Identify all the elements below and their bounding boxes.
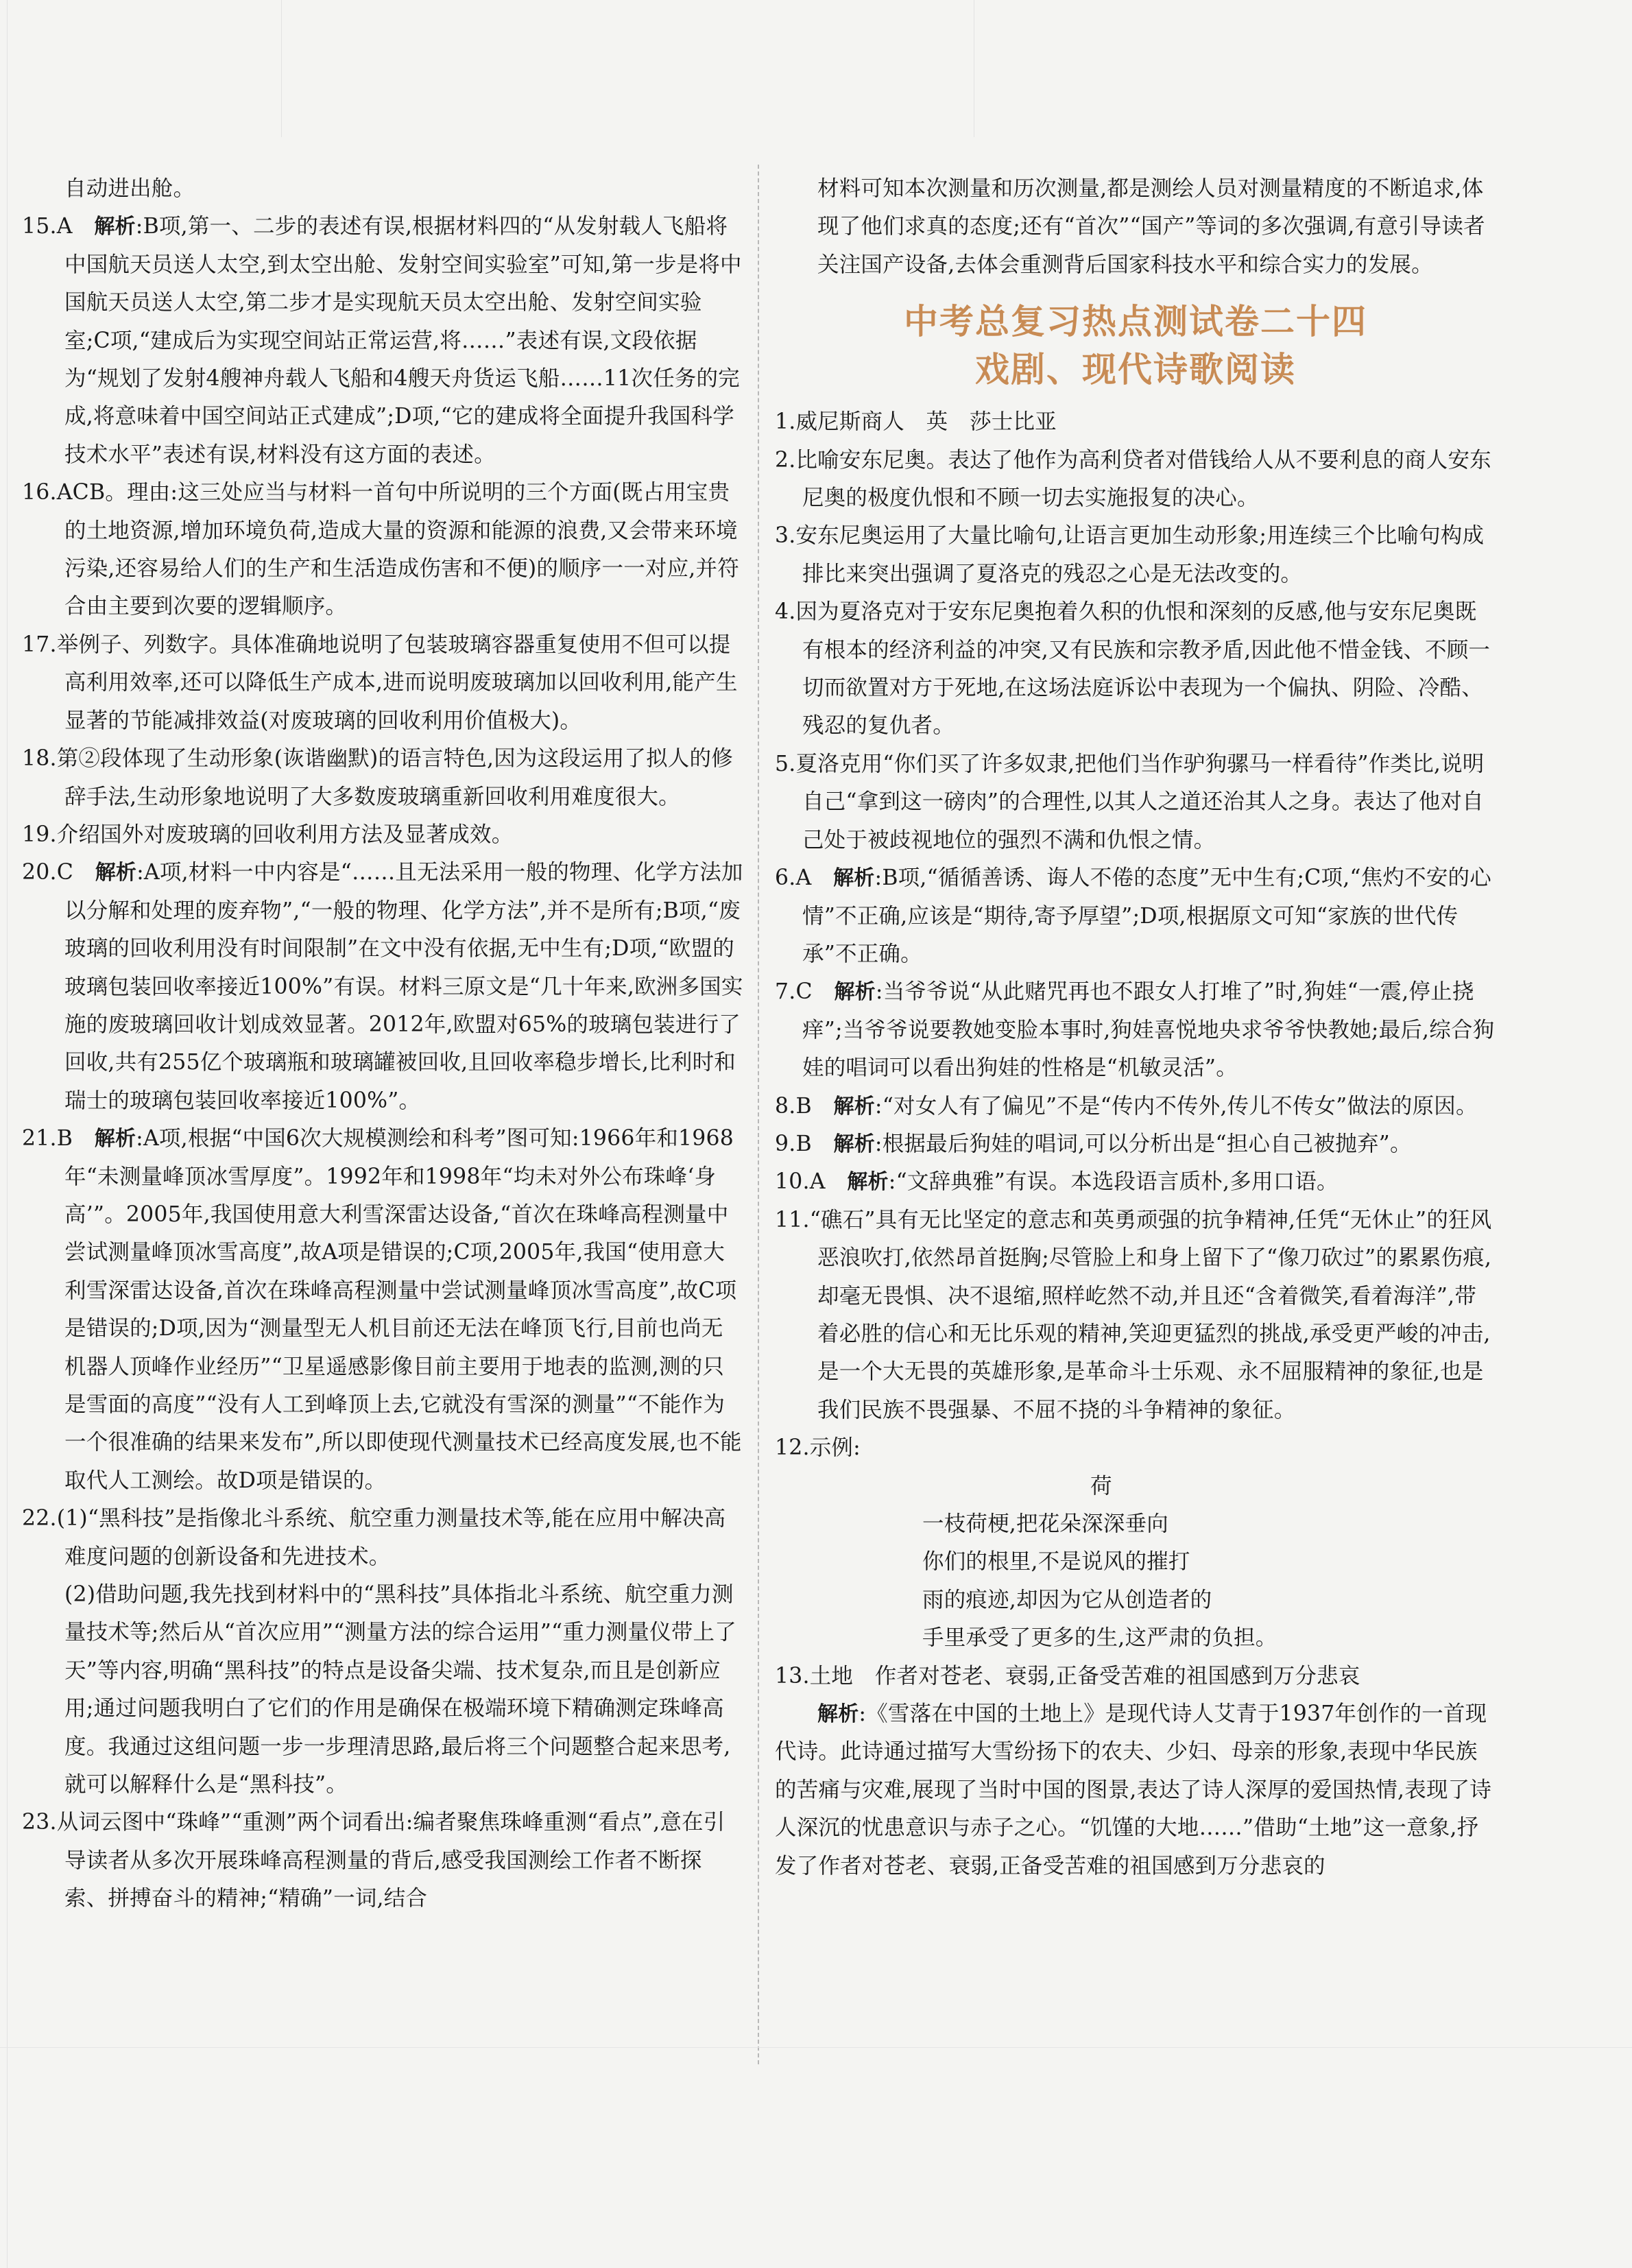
answer-11: 11.“礁石”具有无比坚定的意志和英勇顽强的抗争精神,任凭“无休止”的狂风恶浪吹打,依然昂首挺胸;尽管脸上和身上留下了“像刀砍过”的累累伤痕,却毫无畏惧、决不退缩,照样屹然不动,并且还“含着微笑,看着海洋”,带着必胜的信心和无比乐观的精神,笑迎更猛烈的挑战,承受更严峻的冲击,是一个大无畏的英雄形象,是革命斗士乐观、永不屈服精神的象征,也是我们民族不畏强暴、不屈不挠的斗争精神的象征。 xyxy=(775,1207,1492,1422)
answer-12: 12.示例: xyxy=(775,1435,861,1461)
answer-15: 15.A 解析:B项,第一、二步的表述有误,根据材料四的“从发射载人飞船将中国航天员送人太空,到太空出舱、发射空间实验室”可知,第一步是将中国航天员送人太空,第二步才是实现航天员太空出舱、发射空间实验室;C项,“建成后为实现空间站正常运营,将……”表述有误,文段依据为“规划了发射4艘神舟载人飞船和4艘天舟货运飞船……11次任务的完成,将意味着中国空间站正式建成”;D项,“它的建成将全面提升我国科学技术水平”表述有误,材料没有这方面的表述。 xyxy=(22,214,742,467)
answer-21: 21.B 解析:A项,根据“中国6次大规模测绘和科考”图可知:1966年和1968年“未测量峰顶冰雪厚度”。1992年和1998年“均未对外公布珠峰‘身高’”。2005年,我国使用意大利雪深雷达设备,“首次在珠峰高程测量中尝试测量峰顶冰雪高度”,故A项是错误的;C项,2005年,我国“使用意大利雪深雷达设备,首次在珠峰高程测量中尝试测量峰顶冰雪高度”,故C项是错误的;D项,因为“测量型无人机目前还无法在峰顶飞行,目前也尚无机器人顶峰作业经历”“卫星遥感影像目前主要用于地表的监测,测的只是雪面的高度”“没有人工到峰顶上去,它就没有雪深的测量”“不能作为一个很准确的结果来发布”,所以即使现代测量技术已经高度发展,也不能取代人工测绘。故D项是错误的。 xyxy=(22,1126,742,1493)
poem-line: 手里承受了更多的生,这严肃的负担。 xyxy=(922,1625,1277,1651)
poem-line: 一枝荷梗,把花朵深深垂向 xyxy=(922,1512,1168,1536)
answer-continuation: 自动进出舱。 xyxy=(64,176,195,201)
poem-example xyxy=(775,1468,1496,1658)
answer-9: 9.B 解析:根据最后狗娃的唱词,可以分析出是“担心自己被抛弃”。 xyxy=(775,1131,1412,1156)
answer-19: 19.介绍国外对废玻璃的回收利用方法及显著成效。 xyxy=(22,822,514,847)
page-bottom-line xyxy=(0,2047,1632,2048)
section-heading xyxy=(775,298,1496,394)
left-column xyxy=(22,170,743,1918)
answer-6: 6.A 解析:B项,“循循善诱、诲人不倦的态度”无中生有;C项,“焦灼不安的心情”不正确,应该是“期待,寄予厚望”;D项,根据原文可知“家族的世代传承”不正确。 xyxy=(775,866,1491,966)
heading-line-1: 中考总复习热点测试卷二十四 xyxy=(904,302,1367,342)
answer-4: 4.因为夏洛克对于安东尼奥抱着久积的仇恨和深刻的反感,他与安东尼奥既有根本的经济利益的冲突,又有民族和宗教矛盾,因此他不惜金钱、不顾一切而欲置对方于死地,在这场法庭诉讼中表现为一个偏执、阴险、冷酷、残忍的复仇者。 xyxy=(775,599,1491,739)
answer-17: 17.举例子、列数字。具体准确地说明了包装玻璃容器重复使用不但可以提高利用效率,还可以降低生产成本,进而说明废玻璃加以回收利用,能产生显著的节能减排效益(对废玻璃的回收利用价值极大)。 xyxy=(22,632,738,733)
column-divider xyxy=(758,165,759,2064)
poem-line: 雨的痕迹,却因为它从创造者的 xyxy=(922,1587,1212,1612)
answer-5: 5.夏洛克用“你们买了许多奴隶,把他们当作驴狗骡马一样看待”作类比,说明自己“拿到这一磅肉”的合理性,以其人之道还治其人之身。表达了他对自己处于被歧视地位的强烈不满和仇恨之情。 xyxy=(775,751,1485,852)
right-column xyxy=(775,170,1496,1885)
answer-10: 10.A 解析:“文辞典雅”有误。本选段语言质朴,多用口语。 xyxy=(775,1169,1339,1195)
answer-1: 1.威尼斯商人 英 莎士比亚 xyxy=(775,409,1057,435)
answer-16: 16.ACB。理由:这三处应当与材料一首句中所说明的三个方面(既占用宝贵的土地资源,增加环境负荷,造成大量的资源和能源的浪费,又会带来环境污染,还容易给人们的生产和生活造成伤害和不便)的顺序一一对应,并符合由主要到次要的逻辑顺序。 xyxy=(22,480,739,619)
answer-8: 8.B 解析:“对女人有了偏见”不是“传内不传外,传儿不传女”做法的原因。 xyxy=(775,1093,1478,1119)
answer-23-continuation: 材料可知本次测量和历次测量,都是测绘人员对测量精度的不断追求,体现了他们求真的态度;还有“首次”“国产”等词的多次强调,有意引导读者关注国产设备,去体会重测背后国家科技水平和综合实力的发展。 xyxy=(817,176,1485,277)
poem-title: 荷 xyxy=(1090,1473,1112,1499)
margin-line xyxy=(281,0,282,137)
answer-3: 3.安东尼奥运用了大量比喻句,让语言更加生动形象;用连续三个比喻句构成排比来突出强调了夏洛克的残忍之心是无法改变的。 xyxy=(775,523,1485,586)
answer-13-analysis: 解析:《雪落在中国的土地上》是现代诗人艾青于1937年创作的一首现代诗。此诗通过描写大雪纷扬下的农夫、少妇、母亲的形象,表现中华民族的苦痛与灾难,展现了当时中国的图景,表达了诗人深厚的爱国热情,表现了诗人深沉的忧患意识与赤子之心。“饥馑的大地……”借助“土地”这一意象,抒发了作者对苍老、衰弱,正备受苦难的祖国感到万分悲哀的 xyxy=(775,1702,1492,1878)
margin-line xyxy=(7,0,8,2268)
answer-2: 2.比喻安东尼奥。表达了他作为高利贷者对借钱给人从不要利息的商人安东尼奥的极度仇恨和不顾一切去实施报复的决心。 xyxy=(775,447,1491,511)
answer-23: 23.从词云图中“珠峰”“重测”两个词看出:编者聚焦珠峰重测“看点”,意在引导读者从多次开展珠峰高程测量的背后,感受我国测绘工作者不断探索、拼搏奋斗的精神;“精确”一词,结合 xyxy=(22,1810,725,1911)
answer-18: 18.第②段体现了生动形象(诙谐幽默)的语言特色,因为这段运用了拟人的修辞手法,生动形象地说明了大多数废玻璃重新回收利用难度很大。 xyxy=(22,746,733,809)
answer-22-part2: (2)借助问题,我先找到材料中的“黑科技”具体指北斗系统、航空重力测量技术等;然后从“首次应用”“测量方法的综合运用”“重力测量仪带上了天”等内容,明确“黑科技”的特点是设备尖端、技术复杂,而且是创新应用;通过问题我明白了它们的作用是确保在极端环境下精确测定珠峰高度。我通过这组问题一步一步理清思路,最后将三个问题整合起来思考,就可以解释什么是“黑科技”。 xyxy=(64,1582,736,1798)
answer-7: 7.C 解析:当爷爷说“从此赌咒再也不跟女人打堆了”时,狗娃“一震,停止挠痒”;当爷爷说要教她变脸本事时,狗娃喜悦地央求爷爷快教她;最后,综合狗娃的唱词可以看出狗娃的性格是“机敏灵活”。 xyxy=(775,979,1495,1081)
answer-20: 20.C 解析:A项,材料一中内容是“……且无法采用一般的物理、化学方法加以分解和处理的废弃物”,“一般的物理、化学方法”,并不是所有;B项,“废玻璃的回收利用没有时间限制”在文中没有依据,无中生有;D项,“欧盟的玻璃包装回收率接近100%”有误。材料三原文是“几十年来,欧洲多国实施的废玻璃回收计划成效显著。2012年,欧盟对65%的玻璃包装进行了回收,共有255亿个玻璃瓶和玻璃罐被回收,且回收率稳步增长,比利时和瑞士的玻璃包装回收率接近100%”。 xyxy=(22,860,743,1113)
heading-line-2: 戏剧、现代诗歌阅读 xyxy=(975,350,1296,390)
answer-22: 22.(1)“黑科技”是指像北斗系统、航空重力测量技术等,能在应用中解决高难度问题的创新设备和先进技术。 xyxy=(22,1506,726,1569)
answer-13: 13.土地 作者对苍老、衰弱,正备受苦难的祖国感到万分悲哀 xyxy=(775,1663,1360,1688)
poem-line: 你们的根里,不是说风的摧打 xyxy=(922,1549,1190,1575)
